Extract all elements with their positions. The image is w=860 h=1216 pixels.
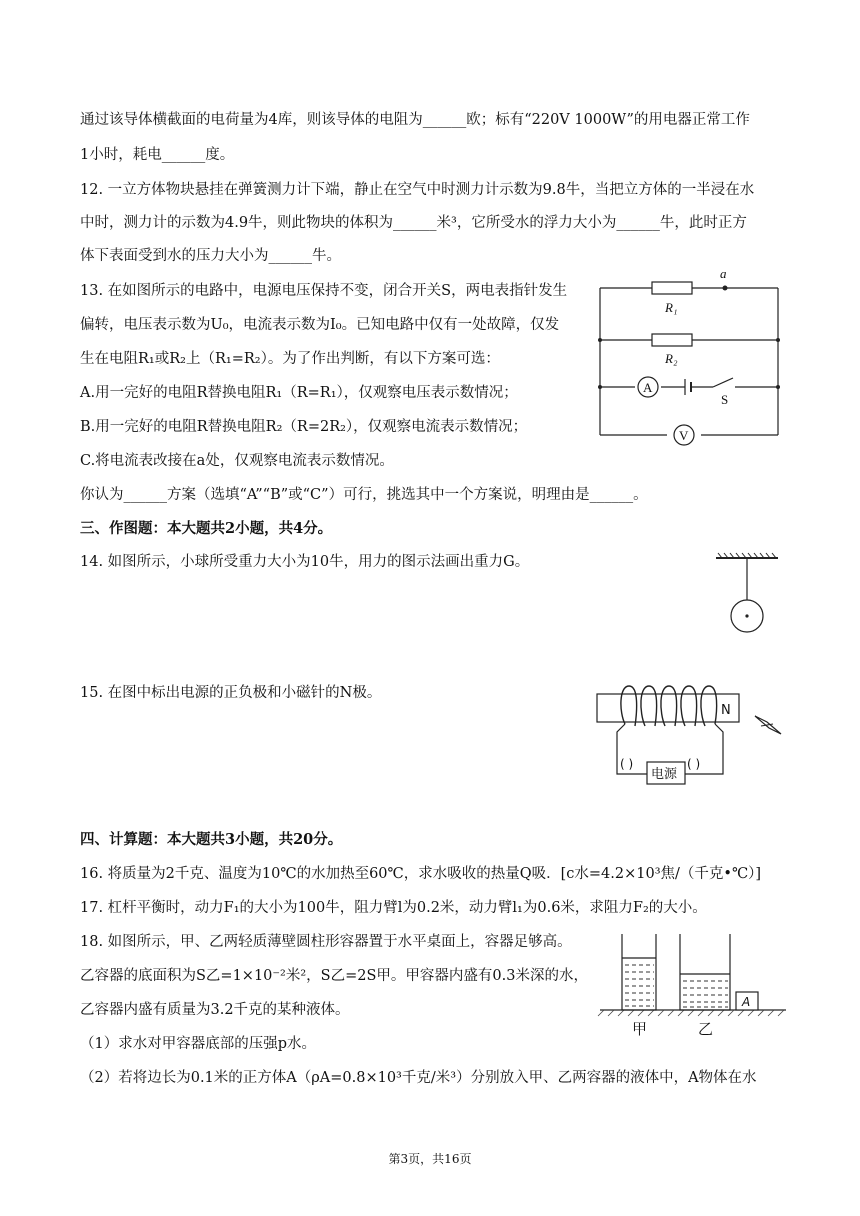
label-jia: 甲 (632, 1020, 648, 1038)
text-line: 1小时，耗电______度。 (80, 147, 235, 163)
text-line: 你认为______方案（选填“A”“B”或“C”）可行，挑选其中一个方案说，明理由是______。 (80, 487, 648, 503)
option-c: C.将电流表改接在a处，仅观察电流表示数情况。 (80, 453, 394, 469)
text-line: 生在电阻R₁或R₂上（R₁=R₂）。为了作出判断，有以下方案可选： (80, 351, 500, 367)
text-line: 偏转，电压表示数为U₀，电流表示数为I₀。已知电路中仅有一处故障，仅发 (80, 317, 560, 333)
pendulum-diagram (712, 552, 782, 642)
option-a: A.用一完好的电阻R替换电阻R₁（R=R₁），仅观察电压表示数情况； (80, 385, 518, 401)
label-r2: R₂ (665, 351, 678, 366)
resistor-r1 (652, 282, 692, 294)
label-n: N (721, 703, 731, 718)
container-yi (680, 934, 730, 1010)
circuit-diagram (595, 266, 785, 443)
text-line: 中时，测力计的示数为4.9牛，则此物块的体积为______米³，它所受水的浮力大小为______牛，此时正方 (80, 215, 747, 231)
text-line: 乙容器内盛有质量为3.2千克的某种液体。 (80, 1002, 350, 1018)
pole-blank-right: ( ) (687, 757, 701, 771)
question-13: 13. 在如图所示的电路中，电源电压保持不变，闭合开关S，两电表指针发生 (80, 283, 568, 299)
containers-diagram (598, 932, 788, 1047)
label-yi: 乙 (698, 1020, 714, 1038)
sub-question-1: （1）求水对甲容器底部的压强p水。 (80, 1036, 317, 1052)
section-heading-drawing: 三、作图题：本大题共2小题，共4分。 (80, 520, 333, 537)
label-voltmeter: V (679, 428, 689, 443)
pole-blank-left: ( ) (620, 757, 634, 771)
text-line: 体下表面受到水的压力大小为______牛。 (80, 248, 341, 264)
label-a: a (720, 266, 727, 281)
sub-question-2: （2）若将边长为0.1米的正方体A（ρA=0.8×10³千克/米³）分别放入甲、乙两容器的液体中，A物体在水 (80, 1070, 757, 1086)
electromagnet-diagram (595, 682, 785, 787)
container-jia (622, 934, 656, 1010)
label-ammeter: A (643, 380, 653, 395)
question-12: 12. 一立方体物块悬挂在弹簧测力计下端，静止在空气中时测力计示数为9.8牛，当把立方体的一半浸在水 (80, 182, 755, 198)
question-14: 14. 如图所示，小球所受重力大小为10牛，用力的图示法画出重力G。 (80, 554, 530, 570)
option-b: B.用一完好的电阻R替换电阻R₂（R=2R₂），仅观察电流表示数情况； (80, 419, 528, 435)
question-17: 17. 杠杆平衡时，动力F₁的大小为100牛，阻力臂l为0.2米，动力臂l₁为0.6米，求阻力F₂的大小。 (80, 900, 707, 916)
resistor-r2 (652, 334, 692, 346)
text-line: 通过该导体横截面的电荷量为4库，则该导体的电阻为______欧；标有“220V 1000W”的用电器正常工作 (80, 112, 750, 128)
page-footer: 第3页，共16页 (388, 1152, 472, 1166)
point-a (723, 286, 728, 291)
text-line: 乙容器的底面积为S乙=1×10⁻²米²，S乙=2S甲。甲容器内盛有0.3米深的水， (80, 968, 588, 984)
label-block-a: A (742, 995, 751, 1009)
iron-core (597, 694, 739, 722)
label-switch: S (721, 392, 729, 407)
section-heading-calculation: 四、计算题：本大题共3小题，共20分。 (80, 831, 343, 848)
question-15: 15. 在图中标出电源的正负极和小磁针的N极。 (80, 685, 382, 701)
label-power: 电源 (651, 767, 678, 782)
label-r1: R₁ (665, 300, 678, 315)
question-16: 16. 将质量为2千克、温度为10℃的水加热至60℃，求水吸收的热量Q吸．[c水=4.2×10³焦/（千克•℃）] (80, 866, 762, 882)
question-18: 18. 如图所示，甲、乙两轻质薄壁圆柱形容器置于水平桌面上，容器足够高。 (80, 934, 572, 950)
